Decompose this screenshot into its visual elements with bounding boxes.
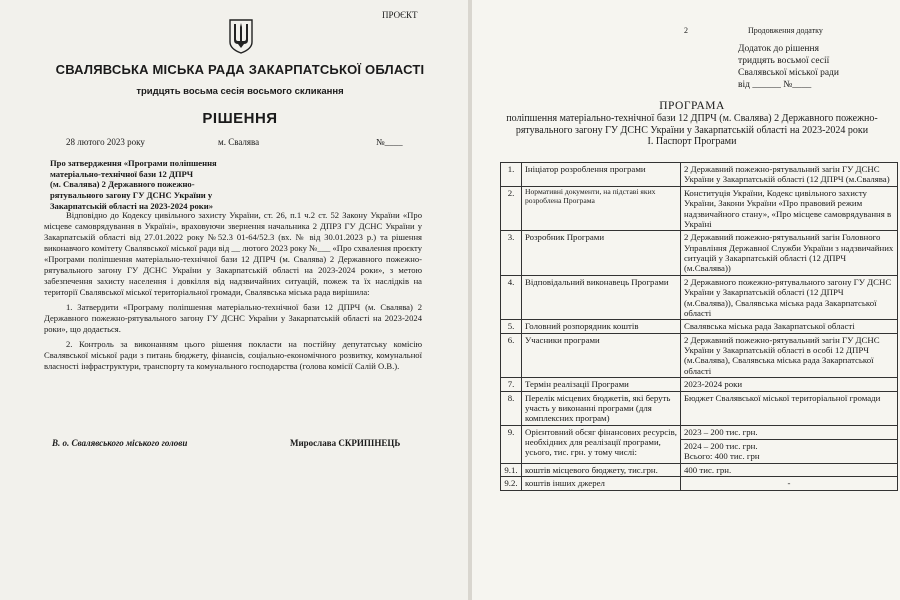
table-row xyxy=(501,163,898,187)
row-number: 9. xyxy=(501,425,522,463)
decision-item-1: 1. Затвердити «Програму поліпшення матеріально-технічної бази 12 ДПРЧ (м. Свалява) 2 Державного пожежно-рятувального загону ГУ ДСНС України у Закарпатській області на 2023-2024 роки», що додається. xyxy=(44,302,422,334)
row-number: 5. xyxy=(501,320,522,333)
addendum-line: Додаток до рішення xyxy=(738,44,819,54)
table-row xyxy=(501,275,898,320)
table-row xyxy=(501,477,898,490)
addendum-line: Свалявської міської ради xyxy=(738,67,839,78)
row-number: 9.1. xyxy=(501,463,522,476)
program-word: ПРОГРАМА xyxy=(659,100,725,112)
subject-line: (м. Свалява) 2 Державного пожежно- xyxy=(50,179,195,190)
row-value: Конституція України, Кодекс цивільного захисту України, Закони України «Про правовий режим надзвичайного стану», «Про місцеве самоврядування в Україні xyxy=(681,186,898,231)
row-number: 3. xyxy=(501,231,522,276)
decision-body xyxy=(44,210,422,376)
session-line: тридцять восьма сесія восьмого скликання xyxy=(136,86,344,97)
table-row xyxy=(501,333,898,378)
row-value: 2023 – 200 тис. грн. xyxy=(684,426,758,437)
decision-city: м. Свалява xyxy=(218,137,260,147)
table-row xyxy=(501,425,898,463)
row-value: 2 Державного пожежно-рятувального загону ГУ ДСНС України у Закарпатській області (12 ДПРЧ (м.Свалява)), Свалявська міська рада Закарпатської області xyxy=(681,275,898,320)
row-value: 2023-2024 роки xyxy=(681,378,898,391)
subject-line: матеріально-технічної бази 12 ДПРЧ xyxy=(50,168,194,179)
row-value: - xyxy=(681,477,898,490)
row-key: Ініціатор розроблення програми xyxy=(522,163,681,187)
cell-divider xyxy=(681,439,897,440)
page-number: 2 xyxy=(684,26,688,35)
row-key: Перелік місцевих бюджетів, які беруть участь у виконанні програми (для комплексних програм) xyxy=(522,391,681,425)
row-value: 2 Державний пожежно-рятувальний загін Головного Управління Державної Служби України з надзвичайних ситуацій у Закарпатській області (12 ДПРЧ (м.Свалява)) xyxy=(681,231,898,276)
table-row xyxy=(501,463,898,476)
row-value: Всього: 400 тис. грн xyxy=(684,451,760,462)
decision-number: №____ xyxy=(376,137,403,147)
decision-date: 28 лютого 2023 року xyxy=(66,137,145,147)
table-row xyxy=(501,186,898,231)
subject-line: рятувального загону ГУ ДСНС України у xyxy=(50,190,213,201)
row-value: 400 тис. грн. xyxy=(681,463,898,476)
row-key: Головний розпорядник коштів xyxy=(522,320,681,333)
row-number: 7. xyxy=(501,378,522,391)
addendum-line: від ______ №____ xyxy=(738,79,812,90)
program-heading xyxy=(492,100,892,148)
decision-item-2: 2. Контроль за виконанням цього рішення покласти на постійну депутатську комісію Свалявської міської ради з питань бюджету, фінансів, соціально-економічного розвитку, комунальної власності інфраструктури, транспорту та комунального господарства (голова комісії Салій О.В.). xyxy=(44,339,422,371)
row-value-stack xyxy=(681,425,898,463)
row-key: коштів інших джерел xyxy=(522,477,681,490)
row-value: 2 Державний пожежно-рятувальний загін ГУ ДСНС України у Закарпатській області (12 ДПРЧ (м.Свалява) xyxy=(681,163,898,187)
program-passport-table xyxy=(500,162,898,491)
table-row xyxy=(501,391,898,425)
continuation-label: Продовження додатку xyxy=(748,26,823,35)
council-title: СВАЛЯВСЬКА МІСЬКА РАДА ЗАКАРПАТСЬКОЇ ОБЛАСТІ xyxy=(55,62,425,77)
table-row xyxy=(501,378,898,391)
preamble-paragraph: Відповідно до Кодексу цивільного захисту України, ст. 26, п.1 ч.2 ст. 52 Закону України «Про місцеве самоврядування в Україні», враховуючи звернення начальника 2 ДПРЗ ГУ ДСНС України у Закарпатській області від 27.01.2022 року №52.3 01-64/52.3 (вх. № від 30.01.2023 р.) та рішення виконавчого комітету Свалявської міської ради від __ лютого 2023 року №___ «Про схвалення проєкту «Програми поліпшення матеріально-технічної бази 12 ДПРЧ (м. Свалява) 2 Державного пожежно-рятувального загону ГУ ДСНС України у Закарпатській області на 2023-2024 роки», з метою забезпечення захисту населення і довкілля від надзвичайних ситуацій, пожеж та їх наслідків на території Свалявської міської територіальної громади, Свалявська міська рада вирішила: xyxy=(44,210,422,297)
program-title: поліпшення матеріально-технічної бази 12 ДПРЧ (м. Свалява) 2 Державного пожежно-рятувального загону ГУ ДСНС України у Закарпатській області на 2023-2024 роки xyxy=(506,113,878,136)
document-type: РІШЕННЯ xyxy=(202,110,278,127)
program-page xyxy=(472,0,900,600)
subject-line: Про затвердження «Програми поліпшення xyxy=(50,158,217,168)
row-number: 8. xyxy=(501,391,522,425)
draft-label: ПРОЄКТ xyxy=(382,10,418,20)
row-key: Термін реалізації Програми xyxy=(522,378,681,391)
row-number: 9.2. xyxy=(501,477,522,490)
signer-name: Мирослава СКРИПІНЕЦЬ xyxy=(290,438,401,448)
row-value: Свалявська міська рада Закарпатської області xyxy=(681,320,898,333)
trident-emblem-icon xyxy=(228,18,254,54)
row-number: 1. xyxy=(501,163,522,187)
row-value: 2024 – 200 тис. грн. xyxy=(684,441,758,451)
row-number: 2. xyxy=(501,186,522,231)
row-number: 6. xyxy=(501,333,522,378)
row-key: Орієнтовний обсяг фінансових ресурсів, необхідних для реалізації програми, усього, тис. грн. у тому числі: xyxy=(522,425,681,463)
signer-position: В. о. Свалявського міського голови xyxy=(52,438,188,448)
addendum-line: тридцять восьмої сесії xyxy=(738,55,830,66)
table-row xyxy=(501,320,898,333)
row-value: 2 Державний пожежно-рятувальний загін ГУ ДСНС України у Закарпатській області в особі 12 ДПРЧ (м.Свалява), Свалявська міська рада Закарпатської області xyxy=(681,333,898,378)
row-value: Бюджет Свалявської міської територіальної громади xyxy=(681,391,898,425)
row-key: Нормативні документи, на підставі яких розроблена Програма xyxy=(522,186,681,231)
subject-line: Закарпатській області на 2023-2024 роки» xyxy=(50,200,214,211)
row-key: Учасники програми xyxy=(522,333,681,378)
table-row xyxy=(501,231,898,276)
row-key: Розробник Програми xyxy=(522,231,681,276)
row-key: коштів місцевого бюджету, тис.грн. xyxy=(522,463,681,476)
addendum-block xyxy=(738,44,898,92)
decision-subject xyxy=(50,158,240,212)
row-key: Відповідальний виконавець Програми xyxy=(522,275,681,320)
row-number: 4. xyxy=(501,275,522,320)
passport-heading: I. Паспорт Програми xyxy=(647,136,737,148)
